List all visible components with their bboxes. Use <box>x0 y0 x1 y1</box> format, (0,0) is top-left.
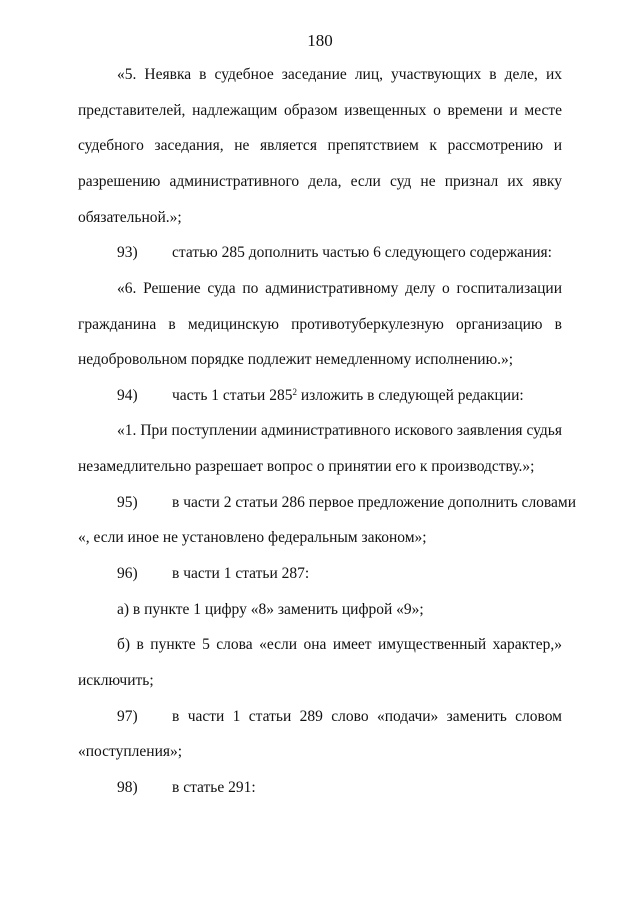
text-line: «1. При поступлении административного искового заявления судья <box>117 422 562 439</box>
text-line: а) в пункте 1 цифру «8» заменить цифрой «9»; <box>117 601 424 618</box>
text-line: незамедлительно разрешает вопрос о принятии его к производству.»; <box>78 458 535 475</box>
item-number: 96) <box>117 565 138 582</box>
superscript: 2 <box>292 387 297 397</box>
text-line: недобровольном порядке подлежит немедленному исполнению.»; <box>78 351 514 368</box>
text-line-with-superscript <box>172 384 562 408</box>
item-number: 94) <box>117 387 138 404</box>
text-line: «5. Неявка в судебное заседание лиц, участвующих в деле, их <box>117 66 562 83</box>
text-line: статью 285 дополнить частью 6 следующего содержания: <box>172 244 552 261</box>
text-line: обязательной.»; <box>78 209 182 226</box>
text-line: гражданина в медицинскую противотуберкулезную организацию в <box>78 316 562 333</box>
text-fragment: часть 1 статьи 285 <box>172 387 293 404</box>
text-line: представителей, надлежащим образом извещенных о времени и месте <box>78 102 562 119</box>
text-line: б) в пункте 5 слова «если она имеет имущественный характер,» <box>117 636 562 653</box>
page-number: 180 <box>307 31 333 50</box>
text-line: исключить; <box>78 672 154 689</box>
item-number: 95) <box>117 494 138 511</box>
item-number: 93) <box>117 244 138 261</box>
text-line: в части 2 статьи 286 первое предложение дополнить словами <box>172 494 577 511</box>
text-line: «6. Решение суда по административному делу о госпитализации <box>117 280 562 297</box>
text-line: в статье 291: <box>172 779 256 796</box>
item-number: 97) <box>117 708 138 725</box>
text-line: судебного заседания, не является препятствием к рассмотрению и <box>78 137 562 154</box>
text-line: «поступления»; <box>78 743 183 760</box>
text-fragment: изложить в следующей редакции: <box>300 387 524 404</box>
text-line: в части 1 статьи 287: <box>172 565 310 582</box>
text-line: в части 1 статьи 289 слово «подачи» заменить словом <box>172 708 562 725</box>
text-line: «, если иное не установлено федеральным законом»; <box>78 529 427 546</box>
text-line: разрешению административного дела, если суд не признал их явку <box>78 173 562 190</box>
item-number: 98) <box>117 779 138 796</box>
